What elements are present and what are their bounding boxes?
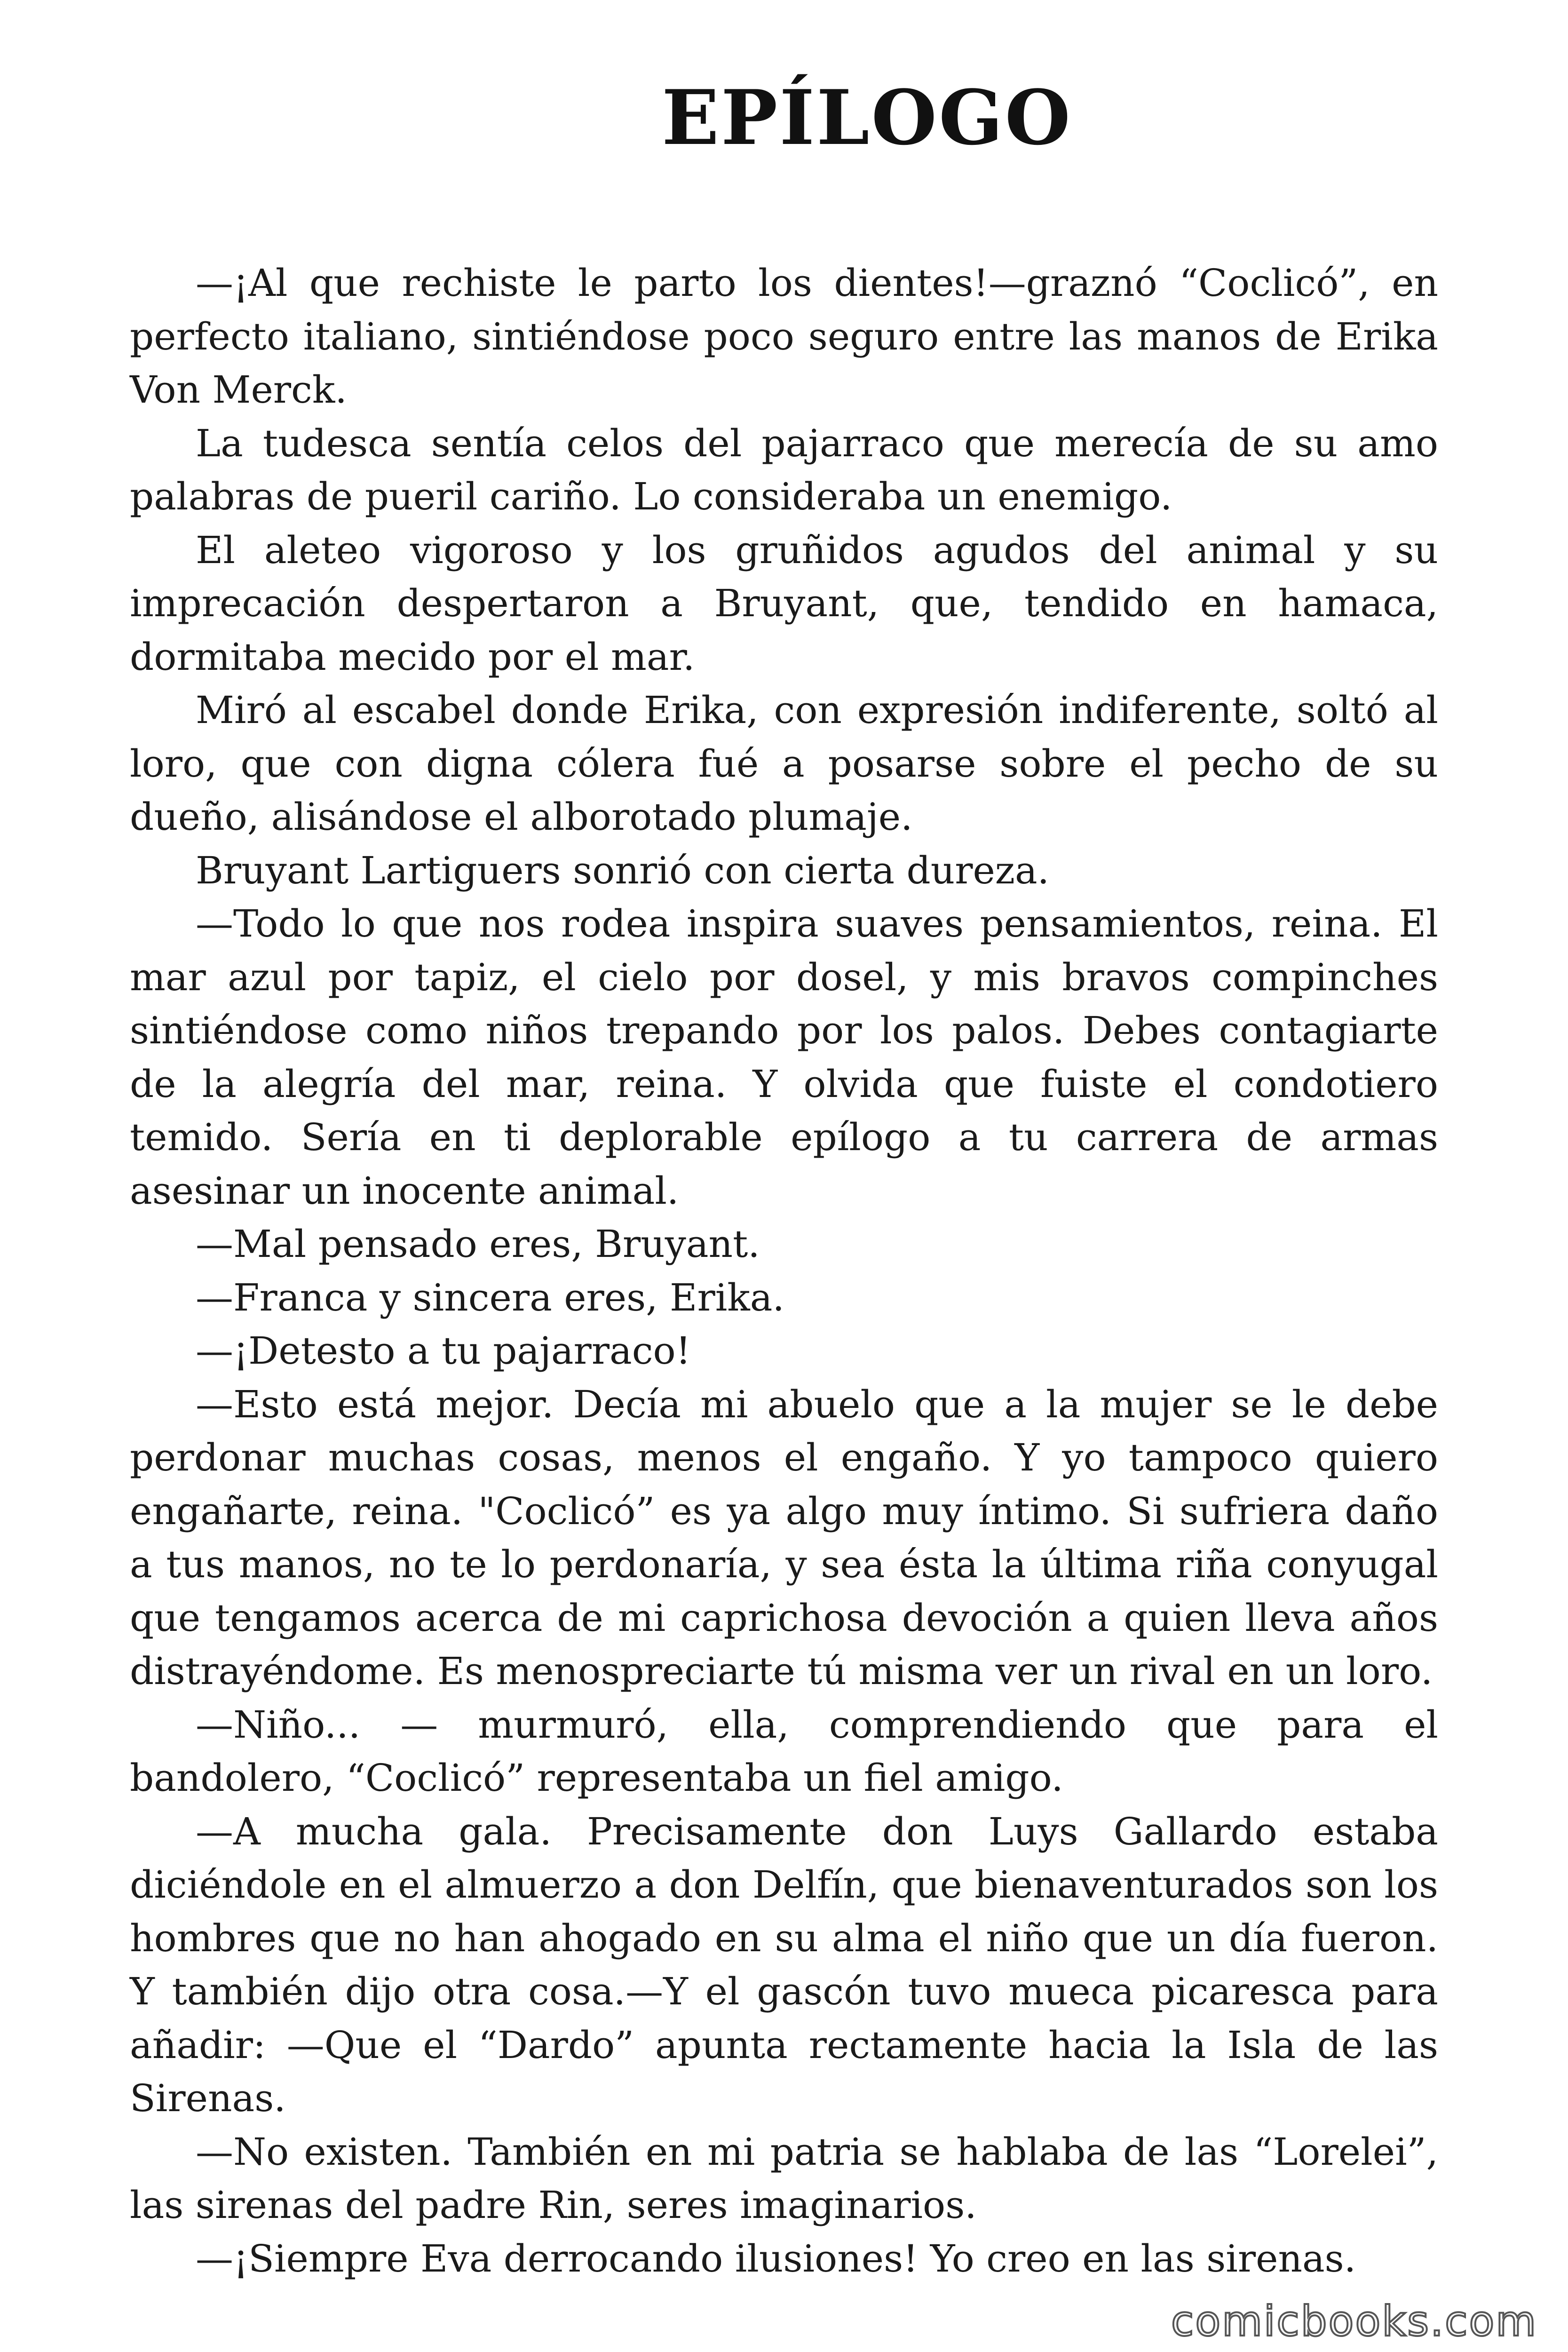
paragraph: —Franca y sincera eres, Erika. — [196, 1275, 784, 1319]
paragraph: Bruyant Lartiguers sonrió con cierta dureza. — [196, 848, 1050, 892]
paragraph: —Todo lo que nos rodea inspira suaves pensamientos, reina. El mar azul por tapiz, el cielo por dosel, y mis bravos compinches sintiéndose como niños trepando por los palos. Debes contagiarte de la alegría del mar, reina. Y olvida que fuiste el condotiero temido. Sería en ti deplorable epílogo a tu carrera de armas asesinar un inocente animal. — [130, 902, 1438, 1213]
paragraph: —No existen. También en mi patria se hablaba de las “Lorelei”, las sirenas del padre Rin, seres imaginarios. — [130, 2130, 1438, 2227]
paragraph: El aleteo vigoroso y los gruñidos agudos del animal y su imprecación despertaron a Bruyant, que, tendido en hamaca, dormitaba mecido por el mar. — [130, 528, 1438, 679]
paragraph: —Esto está mejor. Decía mi abuelo que a la mujer se le debe perdonar muchas cosas, menos el engaño. Y yo tampoco quiero engañarte, reina. "Coclicó” es ya algo muy íntimo. Si sufriera daño a tus manos, no te lo perdonaría, y sea ésta la última riña conyugal que tengamos acerca de mi caprichosa devoción a quien lleva años distrayéndome. Es menospreciarte tú misma ver un rival en un loro. — [130, 1382, 1438, 1693]
watermark: comicbooks.com — [1171, 2297, 1538, 2345]
chapter-title: EPÍLOGO — [662, 73, 1072, 162]
paragraph: Miró al escabel donde Erika, con expresión indiferente, soltó al loro, que con digna cólera fué a posarse sobre el pecho de su dueño, alisándose el alborotado plumaje. — [130, 688, 1438, 839]
paragraph: —Mal pensado eres, Bruyant. — [196, 1222, 760, 1266]
paragraph: —Niño... — murmuró, ella, comprendiendo que para el bandolero, “Coclicó” representaba un fiel amigo. — [130, 1702, 1438, 1800]
paragraph: La tudesca sentía celos del pajarraco que merecía de su amo palabras de pueril cariño. Lo consideraba un enemigo. — [130, 421, 1438, 518]
paragraph: —¡Al que rechiste le parto los dientes!—graznó “Coclicó”, en perfecto italiano, sintiéndose poco seguro entre las manos de Erika Von Merck. — [130, 261, 1438, 412]
paragraph: —A mucha gala. Precisamente don Luys Gallardo estaba diciéndole en el almuerzo a don Delfín, que bienaventurados son los hombres que no han ahogado en su alma el niño que un día fueron. Y también dijo otra cosa.—Y el gascón tuvo mueca picaresca para añadir: —Que el “Dardo” apunta rectamente hacia la Isla de las Sirenas. — [130, 1809, 1438, 2120]
chapter-body — [130, 256, 1438, 2285]
paragraph: —¡Detesto a tu pajarraco! — [196, 1329, 691, 1373]
paragraph: —¡Siempre Eva derrocando ilusiones! Yo creo en las sirenas. — [196, 2236, 1356, 2280]
